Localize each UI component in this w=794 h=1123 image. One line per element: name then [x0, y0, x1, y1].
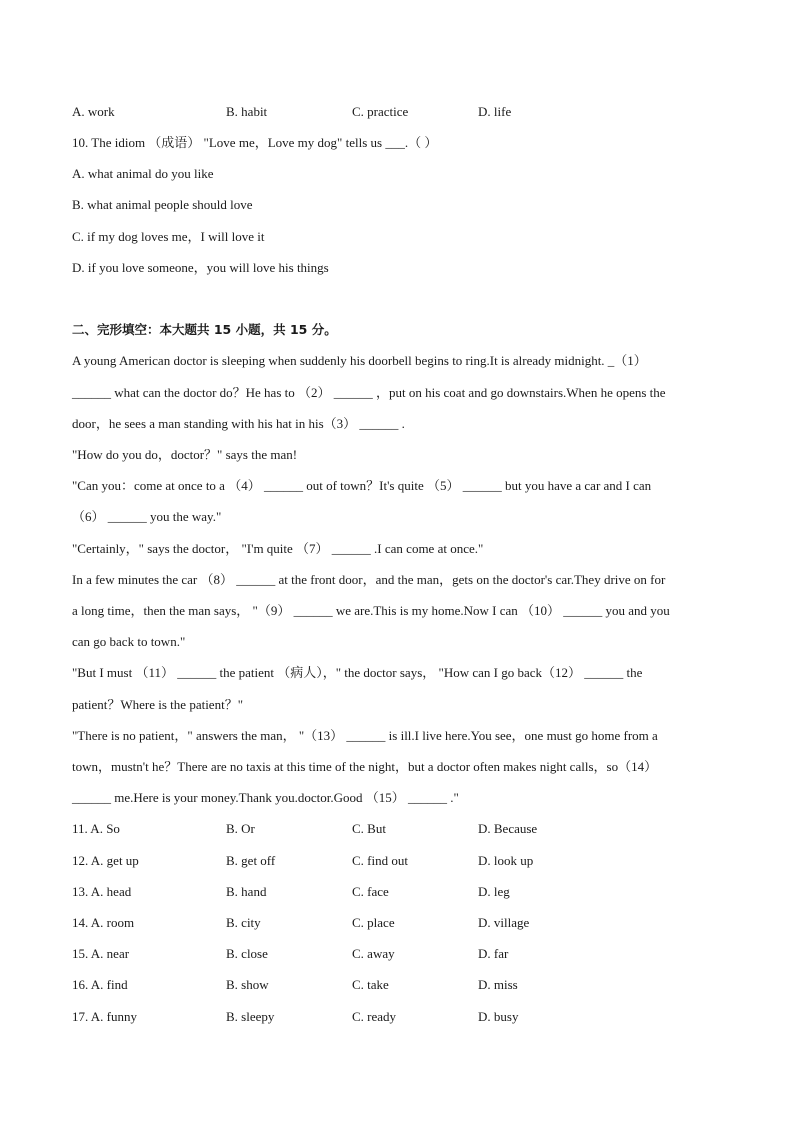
passage-line: "Certainly，" says the doctor， "I'm quite （7） ______ .I can come at once." — [72, 541, 484, 556]
choice-option: 15. A. near — [72, 946, 130, 961]
choice-option: C. place — [352, 915, 395, 930]
choice-option: 13. A. head — [72, 884, 132, 899]
choice-option: 14. A. room — [72, 915, 135, 930]
choice-option: C. take — [352, 977, 389, 992]
q10-stem: 10. The idiom （成语） "Love me，Love my dog" tells us ___.（ ） — [72, 135, 438, 150]
q10-option-b: B. what animal people should love — [72, 197, 253, 212]
choice-option: C. But — [352, 821, 386, 836]
choice-option: B. city — [226, 915, 261, 930]
choice-option: B. hand — [226, 884, 267, 899]
choice-option: 17. A. funny — [72, 1009, 137, 1024]
q10-option-c: C. if my dog loves me，I will love it — [72, 229, 265, 244]
passage-line: patient？Where is the patient？" — [72, 697, 243, 712]
passage-line: can go back to town." — [72, 634, 186, 649]
choice-option: D. busy — [478, 1009, 519, 1024]
passage-line: ______ what can the doctor do？He has to （2） ______ ，put on his coat and go downstairs.When he opens the — [72, 385, 666, 400]
choice-option: C. find out — [352, 853, 408, 868]
choice-option: B. close — [226, 946, 268, 961]
passage-line: In a few minutes the car （8） ______ at the front door，and the man，gets on the doctor's car.They drive on for — [72, 572, 666, 587]
choice-option: 11. A. So — [72, 821, 120, 836]
passage-line: door，he sees a man standing with his hat in his（3） ______ . — [72, 416, 405, 431]
choice-option: D. look up — [478, 853, 534, 868]
q9-option-d: D. life — [478, 104, 512, 119]
choice-option: C. face — [352, 884, 389, 899]
passage-line: "How do you do，doctor？" says the man! — [72, 447, 298, 462]
passage-line: ______ me.Here is your money.Thank you.doctor.Good （15） ______ ." — [72, 790, 459, 805]
choice-option: 12. A. get up — [72, 853, 139, 868]
choice-option: D. far — [478, 946, 509, 961]
passage-line: town，mustn't he？There are no taxis at this time of the night，but a doctor often makes night calls，so（14） — [72, 759, 658, 774]
choice-option: B. sleepy — [226, 1009, 275, 1024]
passage-line: "There is no patient，" answers the man， "（13） ______ is ill.I live here.You see，one must go home from a — [72, 728, 658, 743]
choice-option: D. Because — [478, 821, 538, 836]
choice-option: D. village — [478, 915, 530, 930]
passage-line: （6） ______ you the way." — [72, 509, 222, 524]
passage-line: "But I must （11） ______ the patient （病人），" the doctor says， "How can I go back（12） ______ the — [72, 665, 643, 680]
choice-option: B. Or — [226, 821, 255, 836]
passage-line: "Can you：come at once to a （4） ______ out of town？It's quite （5） ______ but you have a car and I can — [72, 478, 652, 493]
q9-option-c: C. practice — [352, 104, 409, 119]
choice-option: B. get off — [226, 853, 276, 868]
q10-option-d: D. if you love someone，you will love his things — [72, 260, 329, 275]
choice-option: B. show — [226, 977, 269, 992]
q9-option-a: A. work — [72, 104, 115, 119]
passage-line: A young American doctor is sleeping when suddenly his doorbell begins to ring.It is already midnight. _（1） — [72, 353, 647, 368]
choice-option: C. away — [352, 946, 395, 961]
q9-option-b: B. habit — [226, 104, 268, 119]
choice-option: 16. A. find — [72, 977, 128, 992]
passage-line: a long time，then the man says， "（9） ______ we are.This is my home.Now I can （10） ______ you and you — [72, 603, 670, 618]
choice-option: C. ready — [352, 1009, 397, 1024]
section-heading: 二、完形填空：本大题共 15 小题，共 15 分。 — [72, 322, 337, 337]
choice-option: D. leg — [478, 884, 510, 899]
q10-option-a: A. what animal do you like — [72, 166, 214, 181]
choice-option: D. miss — [478, 977, 518, 992]
